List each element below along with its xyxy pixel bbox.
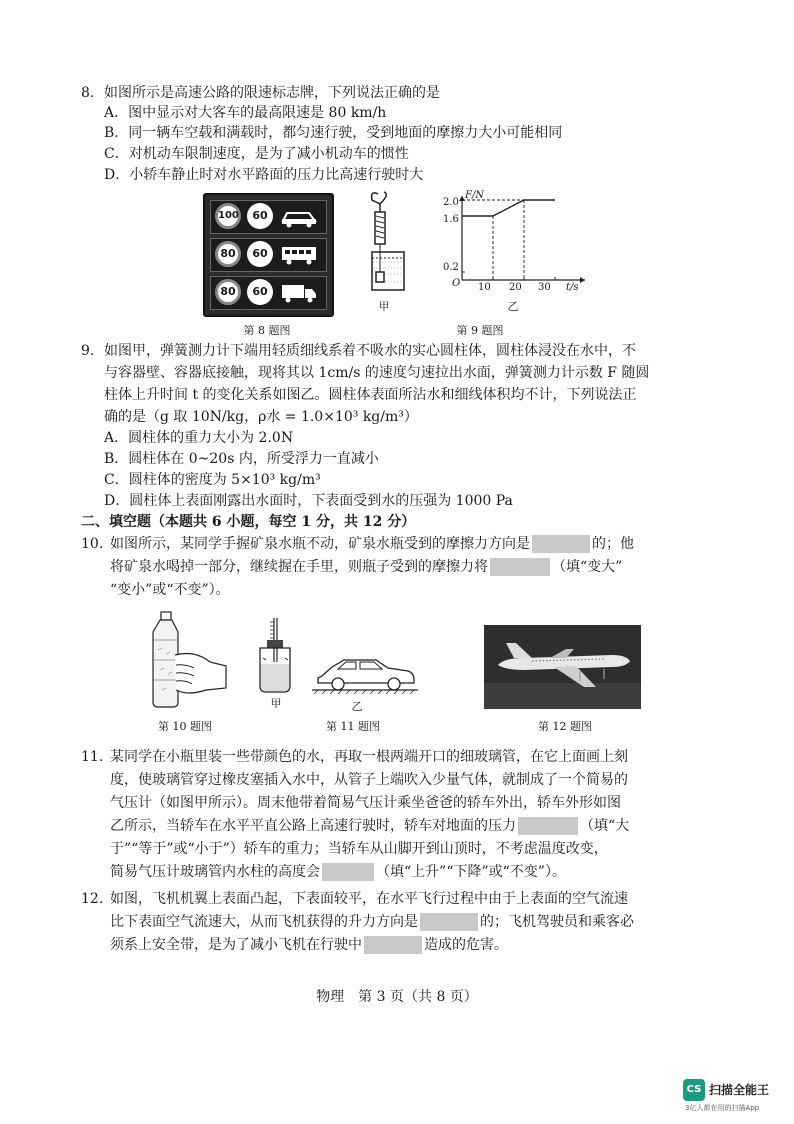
q11-text: （填“大 [580,818,630,834]
origin-label: O [452,278,461,289]
q9-stem-line: 确的是（g 取 10N/kg，ρ水 = 1.0×10³ kg/m³） [104,409,418,425]
x-tick-label: 20 [509,282,522,293]
fig8-caption: 第 8 题图 [243,324,291,337]
speed-circle-red: 80 [215,241,241,267]
q10-text: 将矿泉水喝掉一部分，继续握在手里，则瓶子受到的摩擦力将 [110,559,488,575]
q11-line: 某同学在小瓶里装一些带颜色的水，再取一根两端开口的细玻璃管，在它上面画上刻 [110,749,628,765]
y-tick-label: 2.0 [443,197,459,208]
simple-barometer [250,616,300,696]
q12-line [110,912,634,932]
force-series-line [462,200,555,216]
q8-option-d: D．小轿车静止时对水平路面的压力比高速行驶时大 [104,167,424,183]
speed-circle-red: 100 [215,203,241,229]
q11-line: 于”“等于”或“小于”）轿车的重力；当轿车从山脚开到山顶时，不考虑温度改变， [110,841,608,857]
q11-line: 气压计（如图甲所示）。周末他带着简易气压计乘坐爸爸的轿车外出，轿车外形如图 [110,795,621,811]
q8-option-c: C．对机动车限制速度，是为了减小机动车的惯性 [104,146,409,162]
speed-circle-min: 60 [247,279,273,305]
watermark-subtitle: 3亿人都在用的扫描App [685,1104,760,1112]
answer-blank[interactable] [420,913,478,931]
fig9-caption: 第 9 题图 [456,324,504,337]
q11-line: 度，使玻璃管穿过橡皮塞插入水中，从管子上端吹入少量气体，就制成了一个简易的 [110,772,628,788]
q12-text: 的；飞机驾驶员和乘客必 [480,914,634,930]
truck-icon [279,280,319,304]
x-tick-label: 10 [478,282,491,293]
spring-scale-apparatus [360,190,410,300]
q11-text: 乙所示，当轿车在水平平直公路上高速行驶时，轿车对地面的压力 [110,818,516,834]
car-illustration [310,650,420,695]
fig11-caption: 第 11 题图 [326,720,380,733]
q11-number: 11. [81,749,104,765]
q12-line [110,935,508,955]
bus-icon [279,242,319,266]
q8-number: 8. [81,85,95,101]
answer-blank[interactable] [532,535,590,553]
x-axis-label: t/s [566,282,579,293]
q9-stem-line: 如图甲，弹簧测力计下端用轻质细线系着不吸水的实心圆柱体，圆柱体浸没在水中，不 [104,343,636,359]
section-title: 二、填空题（本题共 6 小题，每空 1 分，共 12 分） [81,514,416,530]
page-footer: 物理 第 3 页（共 8 页） [316,989,478,1005]
q9-option-a: A．圆柱体的重力大小为 2.0N [104,430,294,446]
q9-number: 9. [81,343,95,359]
q9-stem-line: 与容器壁、容器底接触，现将其以 1cm/s 的速度匀速拉出水面，弹簧测力计示数 F 随圆 [104,365,650,381]
q10-line-2 [110,557,622,577]
fig10-caption: 第 10 题图 [158,720,212,733]
q8-option-b: B．同一辆车空载和满载时，都匀速行驶，受到地面的摩擦力大小可能相同 [104,125,563,141]
q12-text: 比下表面空气流速大，从而飞机获得的升力方向是 [110,914,418,930]
q9-option-c: C．圆柱体的密度为 5×10³ kg/m³ [104,472,321,488]
fig11-yi-label: 乙 [351,700,363,713]
speed-circle-red: 80 [215,279,241,305]
q12-text: 须系上安全带，是为了减小飞机在行驶中 [110,937,362,953]
q12-line: 如图，飞机机翼上表面凸起，下表面较平，在水平飞行过程中由于上表面的空气流速 [110,891,628,907]
answer-blank[interactable] [322,863,374,881]
q10-line-1 [110,534,634,554]
q10-text: 的；他 [592,536,634,552]
q9-option-d: D．圆柱体上表面刚露出水面时，下表面受到水的压强为 1000 Pa [104,493,513,509]
q12-number: 12. [81,891,104,907]
fig9-jia-label: 甲 [378,300,390,313]
fig9-yi-label: 乙 [507,300,519,313]
q12-text: 造成的危害。 [424,937,508,953]
speed-circle-min: 60 [247,203,273,229]
car-icon [279,204,319,228]
q8-option-a: A．图中显示对大客车的最高限速是 80 km/h [104,105,387,121]
q10-text: 如图所示，某同学手握矿泉水瓶不动，矿泉水瓶受到的摩擦力方向是 [110,536,530,552]
q9-stem-line: 柱体上升时间 t 的变化关系如图乙。圆柱体表面所沾水和细线体积均不计，下列说法正 [104,387,637,403]
x-tick-label: 30 [538,282,551,293]
y-tick-label: 1.6 [443,214,459,225]
q11-text: （填“上升”“下降”或“不变”）。 [376,864,566,880]
airplane-photo [484,625,641,709]
q9-option-b: B．圆柱体在 0~20s 内，所受浮力一直减小 [104,451,379,467]
q10-number: 10. [81,536,104,552]
answer-blank[interactable] [364,936,422,954]
q10-line-3: “变小”或“不变”）。 [110,582,230,598]
watermark-brand: 扫描全能王 [709,1083,770,1097]
y-axis-label: F/N [465,190,485,201]
fig11-jia-label: 甲 [270,697,282,710]
speed-limit-sign [203,193,334,317]
q11-text: 简易气压计玻璃管内水柱的高度会 [110,864,320,880]
q11-line [110,816,629,836]
answer-blank[interactable] [518,817,578,835]
answer-blank[interactable] [490,558,550,576]
q10-text: （填“变大” [552,559,623,575]
y-tick-label: 0.2 [443,262,459,273]
q8-stem: 如图所示是高速公路的限速标志牌，下列说法正确的是 [104,85,440,101]
speed-circle-min: 60 [247,241,273,267]
water-bottle-hand-illustration [140,610,230,710]
fig12-caption: 第 12 题图 [538,720,592,733]
q11-line [110,862,566,882]
camscanner-logo-icon: CS [683,1079,705,1101]
